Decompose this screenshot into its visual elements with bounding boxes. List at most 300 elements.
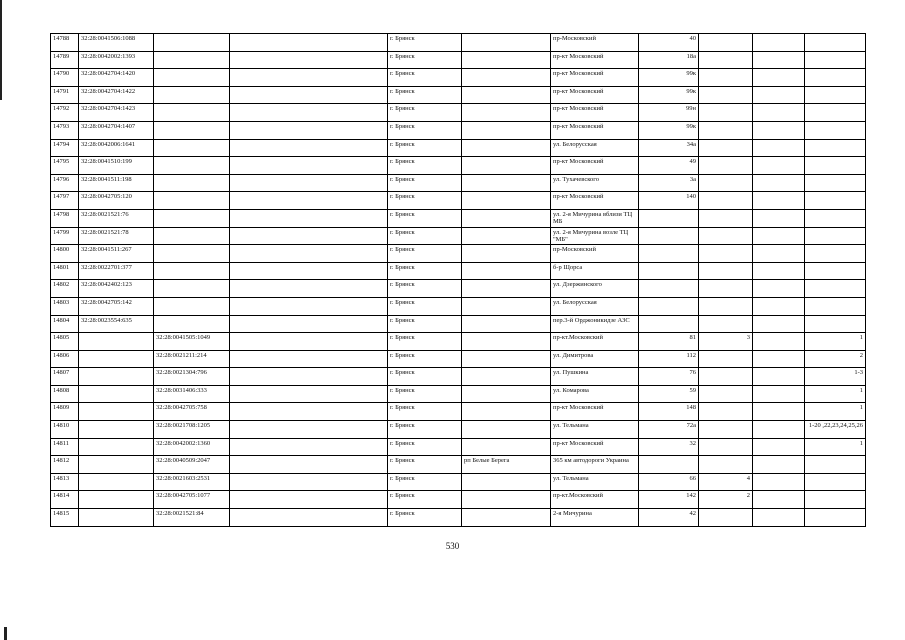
cell-cadastral-number-b — [154, 227, 230, 245]
cell-house: 59 — [639, 385, 699, 403]
cell-flat — [753, 104, 805, 122]
cell-cadastral-number-a: 32:28:0042705:120 — [79, 192, 154, 210]
cell-cadastral-number-b: 32:28:0041505:1049 — [154, 333, 230, 351]
cell-flat — [753, 262, 805, 280]
cell-house: 76 — [639, 368, 699, 386]
cell-building — [699, 385, 753, 403]
cell-city: г. Брянск — [388, 245, 462, 263]
cell-cadastral-number-a: 32:28:0041511:198 — [79, 174, 154, 192]
cell-cadastral-number-b: 32:28:0021521:84 — [154, 509, 230, 527]
cell-flat — [753, 509, 805, 527]
cell-street: ул. Димитрова — [551, 350, 639, 368]
table-row — [51, 297, 866, 315]
cell-settlement — [462, 192, 551, 210]
cell-city: г. Брянск — [388, 421, 462, 439]
cell-cadastral-number-b — [154, 34, 230, 52]
cell-street: б-р Щорса — [551, 262, 639, 280]
cell-settlement — [462, 139, 551, 157]
cell-street: ул. Пушкина — [551, 368, 639, 386]
cell-room — [805, 121, 866, 139]
cell-cadastral-number-a: 32:28:0042402:123 — [79, 280, 154, 298]
cell-street: ул. Тухачевского — [551, 174, 639, 192]
cell-flat — [753, 34, 805, 52]
table-row — [51, 51, 866, 69]
cell-building — [699, 192, 753, 210]
cell-cadastral-number-a: 32:28:0042705:142 — [79, 297, 154, 315]
cell-house: 140 — [639, 192, 699, 210]
cell-cadastral-number-b — [154, 174, 230, 192]
cell-cadastral-number-a — [79, 385, 154, 403]
cell-flat — [753, 192, 805, 210]
cell-flat — [753, 139, 805, 157]
cell-cadastral-number-a — [79, 456, 154, 474]
table-row — [51, 192, 866, 210]
cell-blank-col — [230, 121, 388, 139]
scan-edge-mark-bottom — [4, 627, 7, 640]
cell-blank-col — [230, 69, 388, 87]
cell-house — [639, 297, 699, 315]
table-row — [51, 121, 866, 139]
cell-cadastral-number-a — [79, 421, 154, 439]
table-row — [51, 509, 866, 527]
cell-flat — [753, 209, 805, 227]
cell-house: 142 — [639, 491, 699, 509]
cell-settlement — [462, 403, 551, 421]
cell-flat — [753, 86, 805, 104]
cell-building — [699, 262, 753, 280]
cell-cadastral-number-b: 32:28:0031406:333 — [154, 385, 230, 403]
cell-record-number: 14797 — [51, 192, 79, 210]
cell-city: г. Брянск — [388, 192, 462, 210]
cell-house — [639, 456, 699, 474]
cell-record-number: 14808 — [51, 385, 79, 403]
cell-cadastral-number-b: 32:28:0042705:1077 — [154, 491, 230, 509]
cell-flat — [753, 157, 805, 175]
cell-settlement: рп Белые Берега — [462, 456, 551, 474]
cell-city: г. Брянск — [388, 69, 462, 87]
cell-building — [699, 209, 753, 227]
table-row — [51, 421, 866, 439]
cell-room — [805, 34, 866, 52]
cell-flat — [753, 297, 805, 315]
cell-blank-col — [230, 385, 388, 403]
cell-building — [699, 280, 753, 298]
cell-record-number: 14801 — [51, 262, 79, 280]
cell-room — [805, 139, 866, 157]
cell-settlement — [462, 209, 551, 227]
cell-city: г. Брянск — [388, 509, 462, 527]
cell-settlement — [462, 86, 551, 104]
table-row — [51, 262, 866, 280]
cell-cadastral-number-a: 32:28:0041511:267 — [79, 245, 154, 263]
cell-record-number: 14814 — [51, 491, 79, 509]
cell-house: 18a — [639, 51, 699, 69]
cell-room: 1 — [805, 403, 866, 421]
cell-house: 49 — [639, 157, 699, 175]
cell-room — [805, 192, 866, 210]
cell-cadastral-number-a: 32:28:0042704:1422 — [79, 86, 154, 104]
cell-house: 72a — [639, 421, 699, 439]
cell-record-number: 14795 — [51, 157, 79, 175]
cell-flat — [753, 121, 805, 139]
cell-cadastral-number-b — [154, 104, 230, 122]
cell-cadastral-number-b — [154, 315, 230, 333]
table-row — [51, 86, 866, 104]
cell-house: 3a — [639, 174, 699, 192]
cell-house: 66 — [639, 473, 699, 491]
cell-record-number: 14802 — [51, 280, 79, 298]
cell-street: 365 км автодороги Украина — [551, 456, 639, 474]
cell-building — [699, 245, 753, 263]
table-row — [51, 34, 866, 52]
cell-settlement — [462, 245, 551, 263]
cell-settlement — [462, 104, 551, 122]
cell-record-number: 14812 — [51, 456, 79, 474]
cell-city: г. Брянск — [388, 104, 462, 122]
cell-record-number: 14811 — [51, 438, 79, 456]
table-row — [51, 209, 866, 227]
cell-flat — [753, 51, 805, 69]
cell-cadastral-number-a — [79, 491, 154, 509]
cell-cadastral-number-b — [154, 86, 230, 104]
cell-record-number: 14815 — [51, 509, 79, 527]
cell-cadastral-number-b — [154, 297, 230, 315]
cell-record-number: 14805 — [51, 333, 79, 351]
cell-cadastral-number-b: 32:28:0021304:796 — [154, 368, 230, 386]
cell-settlement — [462, 368, 551, 386]
cell-record-number: 14800 — [51, 245, 79, 263]
table-row — [51, 350, 866, 368]
table-row — [51, 456, 866, 474]
cell-cadastral-number-a — [79, 333, 154, 351]
cell-street: ул. 2-я Мичурина возле ТЦ "МБ" — [551, 227, 639, 245]
registry-rows — [51, 34, 866, 527]
cell-cadastral-number-b: 32:28:0021708:1205 — [154, 421, 230, 439]
cell-cadastral-number-b — [154, 192, 230, 210]
cell-flat — [753, 403, 805, 421]
cell-city: г. Брянск — [388, 262, 462, 280]
table-row — [51, 368, 866, 386]
cell-street: ул. 2-я Мичурина вблизи ТЦ МБ — [551, 209, 639, 227]
cell-settlement — [462, 297, 551, 315]
cell-street: ул. Дзержинского — [551, 280, 639, 298]
cell-city: г. Брянск — [388, 209, 462, 227]
cell-cadastral-number-a — [79, 368, 154, 386]
cell-flat — [753, 438, 805, 456]
cell-cadastral-number-b — [154, 209, 230, 227]
cell-cadastral-number-a: 32:28:0021521:78 — [79, 227, 154, 245]
cell-cadastral-number-a — [79, 403, 154, 421]
cell-settlement — [462, 333, 551, 351]
cell-city: г. Брянск — [388, 438, 462, 456]
cell-room: 1-20 ,22,23,24,25,26 — [805, 421, 866, 439]
cell-flat — [753, 456, 805, 474]
cell-cadastral-number-b — [154, 139, 230, 157]
cell-building — [699, 509, 753, 527]
cell-flat — [753, 385, 805, 403]
cell-house — [639, 280, 699, 298]
cell-blank-col — [230, 368, 388, 386]
table-row — [51, 280, 866, 298]
cell-house: 112 — [639, 350, 699, 368]
table-row — [51, 385, 866, 403]
cell-flat — [753, 315, 805, 333]
cell-room — [805, 315, 866, 333]
cell-building — [699, 157, 753, 175]
cell-building — [699, 438, 753, 456]
cell-building — [699, 69, 753, 87]
cell-blank-col — [230, 509, 388, 527]
cell-cadastral-number-a — [79, 473, 154, 491]
cell-city: г. Брянск — [388, 86, 462, 104]
cell-record-number: 14804 — [51, 315, 79, 333]
cell-room — [805, 280, 866, 298]
cell-room — [805, 491, 866, 509]
table-row — [51, 245, 866, 263]
cell-house: 34a — [639, 139, 699, 157]
cell-cadastral-number-a: 32:28:0041510:199 — [79, 157, 154, 175]
cell-cadastral-number-b — [154, 245, 230, 263]
cell-blank-col — [230, 315, 388, 333]
cell-settlement — [462, 174, 551, 192]
cell-blank-col — [230, 139, 388, 157]
cell-settlement — [462, 315, 551, 333]
cell-building — [699, 421, 753, 439]
cell-street: пр-кт Московский — [551, 51, 639, 69]
cell-cadastral-number-b: 32:28:0021603:2531 — [154, 473, 230, 491]
cell-blank-col — [230, 350, 388, 368]
cell-flat — [753, 227, 805, 245]
cell-street: пр-кт Московский — [551, 86, 639, 104]
cell-building — [699, 368, 753, 386]
cell-cadastral-number-b: 32:28:0042705:758 — [154, 403, 230, 421]
table-row — [51, 227, 866, 245]
cell-city: г. Брянск — [388, 121, 462, 139]
cell-settlement — [462, 121, 551, 139]
cell-house: 32 — [639, 438, 699, 456]
cell-record-number: 14793 — [51, 121, 79, 139]
table-row — [51, 491, 866, 509]
cell-cadastral-number-a: 32:28:0042704:1423 — [79, 104, 154, 122]
cell-record-number: 14788 — [51, 34, 79, 52]
cell-flat — [753, 421, 805, 439]
cell-house: 42 — [639, 509, 699, 527]
cell-blank-col — [230, 227, 388, 245]
cell-street: ул. Тельмана — [551, 421, 639, 439]
cell-room — [805, 51, 866, 69]
cell-settlement — [462, 385, 551, 403]
page-number: 530 — [445, 541, 460, 551]
cell-house: 99н — [639, 104, 699, 122]
cell-city: г. Брянск — [388, 385, 462, 403]
cell-room — [805, 174, 866, 192]
cell-street: пер.3-й Орджоникидзе АЗС — [551, 315, 639, 333]
cell-city: г. Брянск — [388, 227, 462, 245]
cell-house: 81 — [639, 333, 699, 351]
cell-cadastral-number-b: 32:28:0040509:2047 — [154, 456, 230, 474]
cell-record-number: 14803 — [51, 297, 79, 315]
cell-room — [805, 456, 866, 474]
cell-street: пр-кт Московский — [551, 438, 639, 456]
cell-house: 148 — [639, 403, 699, 421]
cell-cadastral-number-b — [154, 280, 230, 298]
cell-flat — [753, 174, 805, 192]
cell-house — [639, 209, 699, 227]
cell-record-number: 14791 — [51, 86, 79, 104]
cell-cadastral-number-b — [154, 121, 230, 139]
cell-building: 2 — [699, 491, 753, 509]
cell-cadastral-number-b: 32:28:0021211:214 — [154, 350, 230, 368]
cell-street: пр-кт Московский — [551, 104, 639, 122]
cell-settlement — [462, 280, 551, 298]
cell-record-number: 14799 — [51, 227, 79, 245]
cell-street: пр-кт Московский — [551, 69, 639, 87]
cell-street: ул. Комарова — [551, 385, 639, 403]
table-row — [51, 438, 866, 456]
cell-room: 1 — [805, 385, 866, 403]
cell-building — [699, 174, 753, 192]
cell-room — [805, 262, 866, 280]
cell-cadastral-number-b — [154, 69, 230, 87]
cell-record-number: 14810 — [51, 421, 79, 439]
table-row — [51, 139, 866, 157]
table-row — [51, 403, 866, 421]
cell-room — [805, 86, 866, 104]
cell-house: 40 — [639, 34, 699, 52]
cell-room: 2 — [805, 350, 866, 368]
cell-house: 99к — [639, 69, 699, 87]
cell-record-number: 14789 — [51, 51, 79, 69]
cell-cadastral-number-a: 32:28:0021521:76 — [79, 209, 154, 227]
cell-record-number: 14798 — [51, 209, 79, 227]
cell-city: г. Брянск — [388, 403, 462, 421]
cell-city: г. Брянск — [388, 139, 462, 157]
cell-record-number: 14806 — [51, 350, 79, 368]
cell-settlement — [462, 350, 551, 368]
cell-flat — [753, 69, 805, 87]
cell-building — [699, 456, 753, 474]
cell-cadastral-number-a — [79, 438, 154, 456]
cell-room: 1-3 — [805, 368, 866, 386]
cell-building — [699, 350, 753, 368]
cell-street: пр-Московский — [551, 245, 639, 263]
cell-city: г. Брянск — [388, 368, 462, 386]
table-row — [51, 157, 866, 175]
registry-table — [50, 33, 866, 527]
cell-blank-col — [230, 51, 388, 69]
cell-building — [699, 297, 753, 315]
cell-building: 4 — [699, 473, 753, 491]
cell-blank-col — [230, 297, 388, 315]
cell-blank-col — [230, 456, 388, 474]
cell-flat — [753, 350, 805, 368]
cell-city: г. Брянск — [388, 315, 462, 333]
cell-room: 1 — [805, 333, 866, 351]
cell-building — [699, 86, 753, 104]
cell-street: пр-кт Московский — [551, 192, 639, 210]
cell-cadastral-number-a: 32:28:0022701:377 — [79, 262, 154, 280]
cell-room — [805, 227, 866, 245]
cell-room — [805, 297, 866, 315]
cell-cadastral-number-a: 32:28:0042006:1641 — [79, 139, 154, 157]
cell-city: г. Брянск — [388, 473, 462, 491]
cell-cadastral-number-a — [79, 509, 154, 527]
cell-street: ул. Белорусская — [551, 297, 639, 315]
cell-flat — [753, 368, 805, 386]
cell-building: 3 — [699, 333, 753, 351]
cell-house: 99к — [639, 121, 699, 139]
cell-house: 99к — [639, 86, 699, 104]
cell-record-number: 14794 — [51, 139, 79, 157]
cell-record-number: 14809 — [51, 403, 79, 421]
table-row — [51, 174, 866, 192]
cell-room — [805, 69, 866, 87]
cell-building — [699, 403, 753, 421]
cell-settlement — [462, 69, 551, 87]
cell-cadastral-number-b — [154, 51, 230, 69]
cell-room — [805, 509, 866, 527]
cell-building — [699, 315, 753, 333]
cell-flat — [753, 491, 805, 509]
cell-city: г. Брянск — [388, 34, 462, 52]
cell-blank-col — [230, 333, 388, 351]
cell-house — [639, 227, 699, 245]
cell-street: 2-я Мичурина — [551, 509, 639, 527]
cell-street: пр-кт Московский — [551, 121, 639, 139]
table-row — [51, 69, 866, 87]
cell-cadastral-number-a: 32:28:0041506:1088 — [79, 34, 154, 52]
table-row — [51, 333, 866, 351]
cell-house — [639, 245, 699, 263]
cell-building — [699, 121, 753, 139]
cell-city: г. Брянск — [388, 174, 462, 192]
cell-settlement — [462, 421, 551, 439]
cell-blank-col — [230, 174, 388, 192]
cell-street: ул. Тельмана — [551, 473, 639, 491]
cell-cadastral-number-a: 32:28:0023554:635 — [79, 315, 154, 333]
cell-record-number: 14792 — [51, 104, 79, 122]
scan-edge-mark — [0, 0, 2, 100]
cell-room — [805, 104, 866, 122]
cell-room — [805, 473, 866, 491]
cell-street: пр-Московский — [551, 34, 639, 52]
cell-blank-col — [230, 280, 388, 298]
cell-street: пр-кт Московский — [551, 157, 639, 175]
cell-record-number: 14790 — [51, 69, 79, 87]
cell-settlement — [462, 227, 551, 245]
cell-flat — [753, 245, 805, 263]
cell-blank-col — [230, 403, 388, 421]
cell-record-number: 14796 — [51, 174, 79, 192]
cell-blank-col — [230, 192, 388, 210]
cell-blank-col — [230, 34, 388, 52]
cell-flat — [753, 333, 805, 351]
table-row — [51, 104, 866, 122]
cell-house — [639, 315, 699, 333]
cell-house — [639, 262, 699, 280]
cell-blank-col — [230, 473, 388, 491]
cell-city: г. Брянск — [388, 297, 462, 315]
cell-record-number: 14813 — [51, 473, 79, 491]
cell-cadastral-number-a: 32:28:0042704:1407 — [79, 121, 154, 139]
cell-settlement — [462, 157, 551, 175]
cell-blank-col — [230, 209, 388, 227]
cell-cadastral-number-b — [154, 157, 230, 175]
cell-building — [699, 34, 753, 52]
cell-flat — [753, 280, 805, 298]
cell-blank-col — [230, 104, 388, 122]
cell-settlement — [462, 51, 551, 69]
